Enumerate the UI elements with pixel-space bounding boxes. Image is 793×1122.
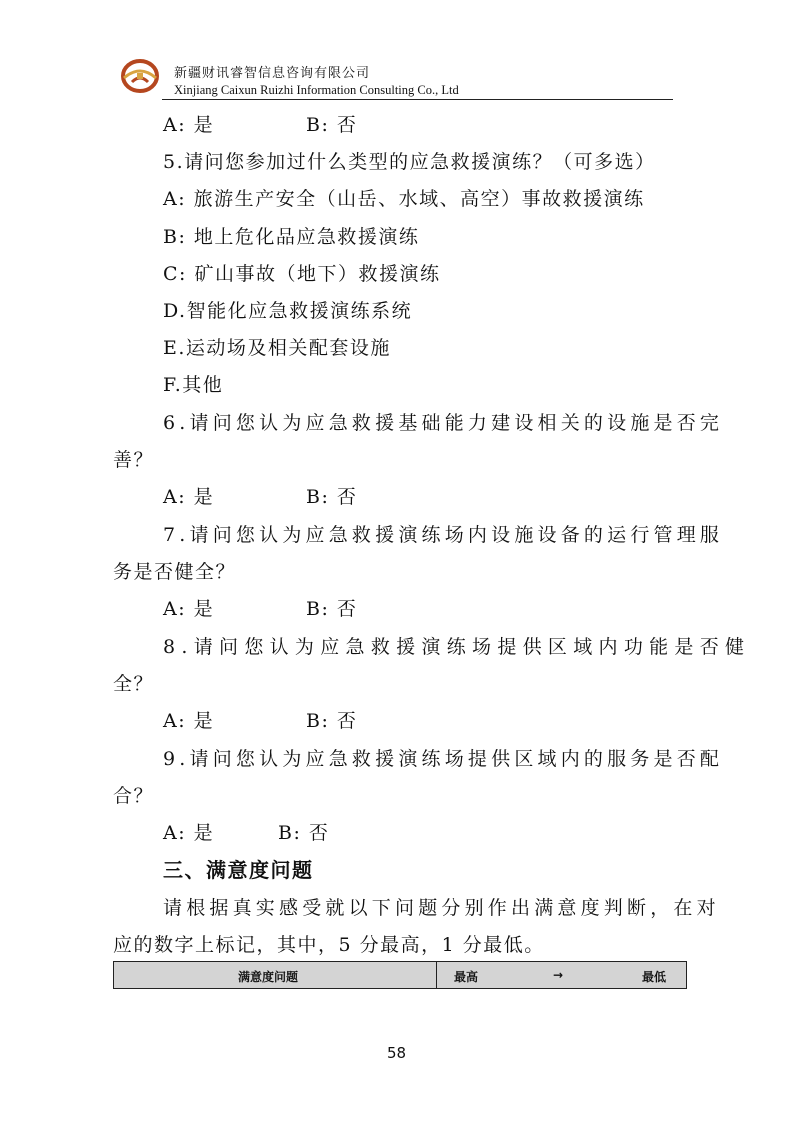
intro-paragraph: 请根据真实感受就以下问题分别作出满意度判断，在对 (163, 897, 720, 919)
q6-question: 6.请问您认为应急救援基础能力建设相关的设施是否完 (163, 412, 724, 434)
arrow-right-icon: → (553, 968, 564, 982)
company-name-en: Xinjiang Caixun Ruizhi Information Consulting Co., Ltd (174, 83, 459, 97)
q7-question: 7.请问您认为应急救援演练场内设施设备的运行管理服 (163, 524, 724, 546)
satisfaction-table-header (113, 961, 687, 989)
q5-option: D.智能化应急救援演练系统 (163, 300, 413, 322)
q8-question-cont: 全？ (113, 673, 155, 695)
q8-question: 8.请问您认为应急救援演练场提供区域内功能是否健 (163, 636, 751, 658)
column-header-question: 满意度问题 (238, 970, 299, 984)
section-heading: 三、满意度问题 (163, 858, 314, 882)
column-header-lowest: 最低 (642, 970, 667, 984)
q9-option-b: B: 否 (278, 822, 330, 844)
q5-option: A: 旅游生产安全（山岳、水域、高空）事故救援演练 (163, 188, 645, 210)
q5-option: C: 矿山事故（地下）救援演练 (163, 263, 441, 285)
header-divider (162, 99, 673, 100)
intro-paragraph-cont: 应的数字上标记，其中，5 分最高，1 分最低。 (113, 934, 545, 956)
q7-option-b: B: 否 (306, 598, 358, 620)
q6-option-b: B: 否 (306, 486, 358, 508)
q7-option-a: A: 是 (163, 598, 215, 620)
q7-question-cont: 务是否健全？ (113, 561, 237, 583)
q9-question: 9.请问您认为应急救援演练场提供区域内的服务是否配 (163, 748, 724, 770)
q6-question-cont: 善？ (113, 449, 155, 471)
q9-option-a: A: 是 (163, 822, 215, 844)
page-header (118, 52, 673, 102)
q5-option: F.其他 (163, 374, 224, 396)
q5-question: 5.请问您参加过什么类型的应急救援演练？（可多选） (163, 151, 656, 173)
q5-option: B: 地上危化品应急救援演练 (163, 226, 420, 248)
q6-option-a: A: 是 (163, 486, 215, 508)
q8-option-a: A: 是 (163, 710, 215, 732)
column-header-highest: 最高 (454, 970, 479, 984)
company-logo-icon (118, 56, 162, 96)
table-column-divider (436, 962, 437, 988)
q9-question-cont: 合？ (113, 785, 155, 807)
q8-option-b: B: 否 (306, 710, 358, 732)
q4-option-b: B: 否 (306, 114, 358, 136)
page-number: 58 (386, 1044, 407, 1062)
q5-option: E.运动场及相关配套设施 (163, 337, 391, 359)
q4-option-a: A: 是 (163, 114, 215, 136)
company-name-cn: 新疆财讯睿智信息咨询有限公司 (174, 66, 371, 81)
